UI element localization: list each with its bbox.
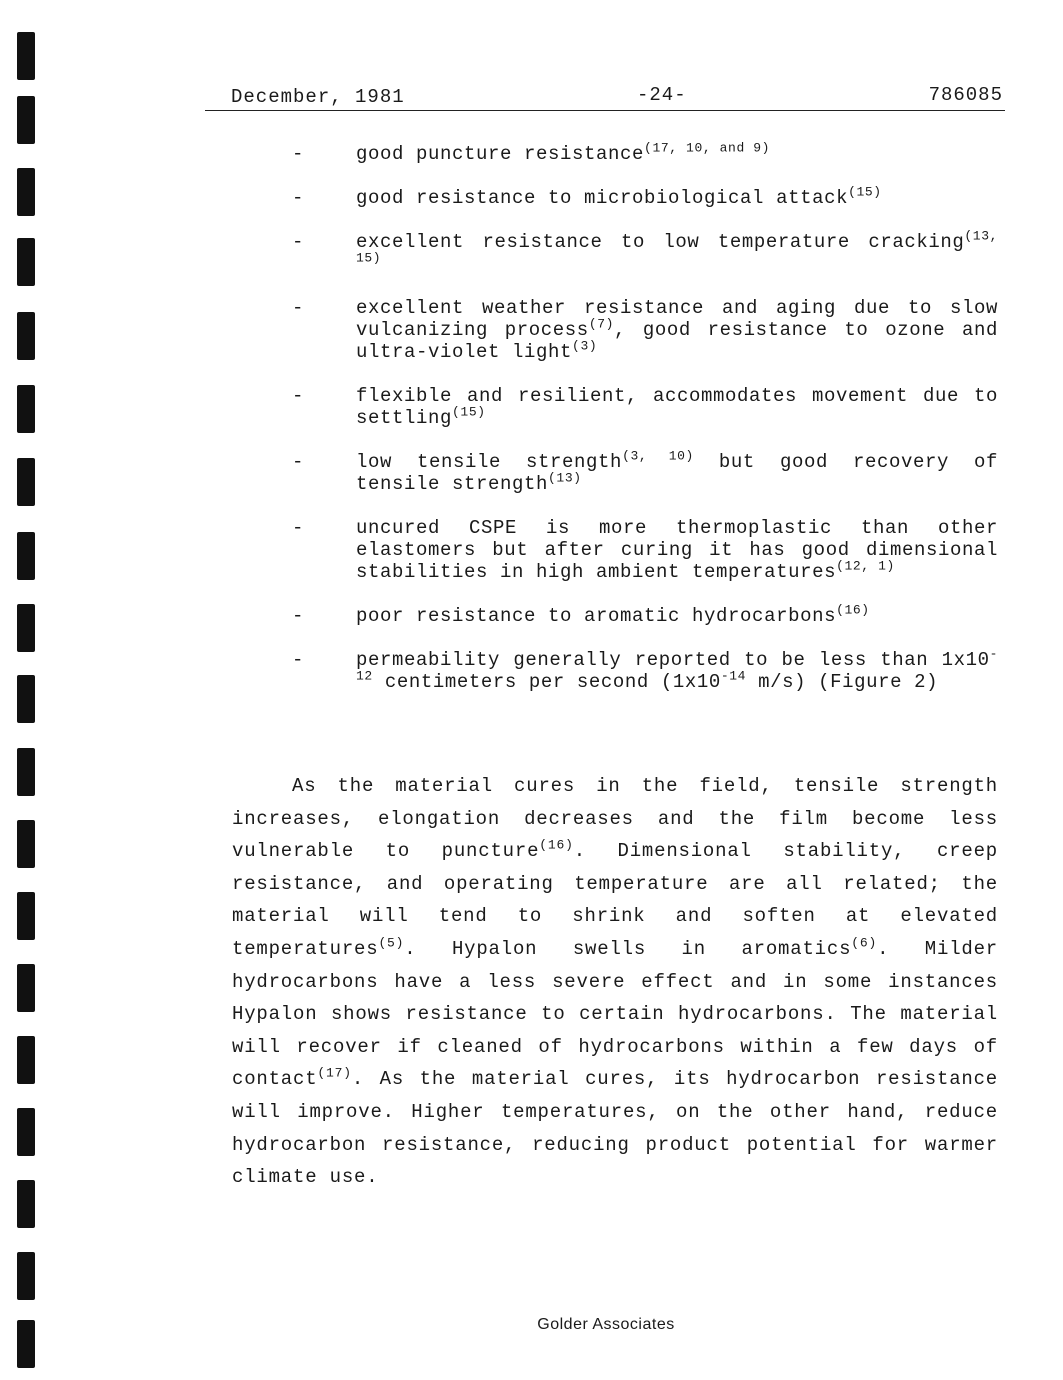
binding-hole — [17, 385, 35, 433]
binding-hole — [17, 532, 35, 580]
text-run: low tensile strength — [356, 451, 623, 473]
citation-reference: (15) — [452, 404, 486, 420]
text-run: flexible and resilient, accommodates movement due to settling — [356, 385, 998, 429]
citation-reference: (17, 10, and 9) — [644, 140, 771, 156]
citation-reference: (7) — [588, 316, 615, 332]
binding-hole — [17, 32, 35, 80]
binding-hole — [17, 964, 35, 1012]
list-item — [286, 184, 998, 209]
dash-bullet: - — [292, 231, 304, 253]
binding-hole — [17, 748, 35, 796]
list-item-text — [356, 228, 998, 275]
document-id: 786085 — [928, 84, 1003, 106]
list-item-text — [356, 602, 998, 627]
list-item-text — [356, 385, 998, 429]
binding-hole — [17, 675, 35, 723]
text-run: but good recovery of tensile strength — [356, 451, 998, 495]
binding-hole — [17, 1036, 35, 1084]
text-run: poor resistance to aromatic hydrocarbons — [356, 605, 837, 627]
citation-reference: (17) — [317, 1066, 352, 1082]
text-run: . Milder hydrocarbons have a less severe effect and in some instances Hypalon shows resistance to certain hydrocarbons. The material will recover if cleaned of hydrocarbons within a few days of contact — [232, 937, 998, 1091]
text-run: . Hypalon swells in aromatics — [404, 937, 852, 960]
list-item-text — [356, 646, 998, 693]
text-run: uncured CSPE is more thermoplastic than other elastomers but after curing it has good dimensional stabilities in high ambient temperatures — [356, 517, 998, 583]
dash-bullet: - — [292, 517, 304, 539]
property-list — [286, 140, 998, 715]
binding-hole — [17, 604, 35, 652]
header-date: December, 1981 — [231, 86, 405, 108]
list-item — [286, 385, 998, 429]
list-item-text — [356, 448, 998, 495]
binding-hole — [17, 168, 35, 216]
text-run: excellent weather resistance and aging due to slow vulcanizing process — [356, 297, 998, 341]
dash-bullet: - — [292, 605, 304, 627]
list-item — [286, 517, 998, 583]
list-item-text — [356, 140, 998, 165]
dash-bullet: - — [292, 297, 304, 319]
citation-reference: -12 — [356, 646, 998, 684]
list-item — [286, 228, 998, 275]
dash-bullet: - — [292, 187, 304, 209]
binding-hole — [17, 1180, 35, 1228]
citation-reference: (3) — [572, 338, 598, 354]
binding-hole — [17, 892, 35, 940]
list-item — [286, 140, 998, 165]
dash-bullet: - — [292, 451, 304, 473]
binding-hole — [17, 96, 35, 144]
dash-bullet: - — [292, 649, 304, 671]
body-paragraph — [232, 770, 998, 1194]
citation-reference: (5) — [378, 935, 405, 951]
binding-hole — [17, 312, 35, 360]
binding-hole — [17, 820, 35, 868]
citation-reference: (6) — [851, 935, 878, 951]
citation-reference: -14 — [720, 668, 747, 684]
citation-reference: (16) — [539, 837, 574, 853]
list-item-text — [356, 517, 998, 583]
list-item-text — [356, 297, 998, 363]
binding-hole — [17, 1252, 35, 1300]
text-run: good resistance to microbiological attack — [356, 187, 849, 209]
citation-reference: (13) — [548, 470, 582, 486]
text-run: centimeters per second (1x10 — [372, 671, 721, 693]
footer-company: Golder Associates — [537, 1316, 675, 1333]
text-run: good puncture resistance — [356, 143, 645, 165]
binding-hole — [17, 458, 35, 506]
citation-reference: (16) — [836, 602, 870, 618]
list-item — [286, 297, 998, 363]
text-run: As the material cures in the field, tensile strength increases, elongation decreases and the film become less vulnerable to puncture — [232, 775, 998, 863]
dash-bullet: - — [292, 143, 304, 165]
binding-hole — [17, 238, 35, 286]
list-item — [286, 646, 998, 693]
text-run: excellent resistance to low temperature cracking — [356, 231, 965, 253]
text-run: . Dimensional stability, creep resistance, and operating temperature are all related; the material will tend to shrink and soften at elevated temperatures — [232, 840, 998, 960]
citation-reference: (13, 15) — [356, 228, 998, 266]
page-header — [205, 84, 1005, 111]
citation-reference: (15) — [848, 184, 882, 200]
list-item-text — [356, 184, 998, 209]
page-number: -24- — [637, 84, 687, 106]
citation-reference: (3, 10) — [622, 448, 694, 464]
citation-reference: (12, 1) — [836, 558, 895, 574]
binding-hole — [17, 1108, 35, 1156]
text-run: . As the material cures, its hydrocarbon resistance will improve. Higher temperatures, on the other hand, reduce hydrocarbon resistance, reducing product potential for warmer climate use. — [232, 1068, 998, 1189]
dash-bullet: - — [292, 385, 304, 407]
text-run: permeability generally reported to be less than 1x10 — [356, 649, 990, 671]
list-item — [286, 448, 998, 495]
text-run: , good resistance to ozone and ultra-violet light — [356, 319, 998, 363]
binding-holes — [17, 20, 41, 1380]
list-item — [286, 602, 998, 627]
text-run: m/s) (Figure 2) — [746, 671, 939, 693]
